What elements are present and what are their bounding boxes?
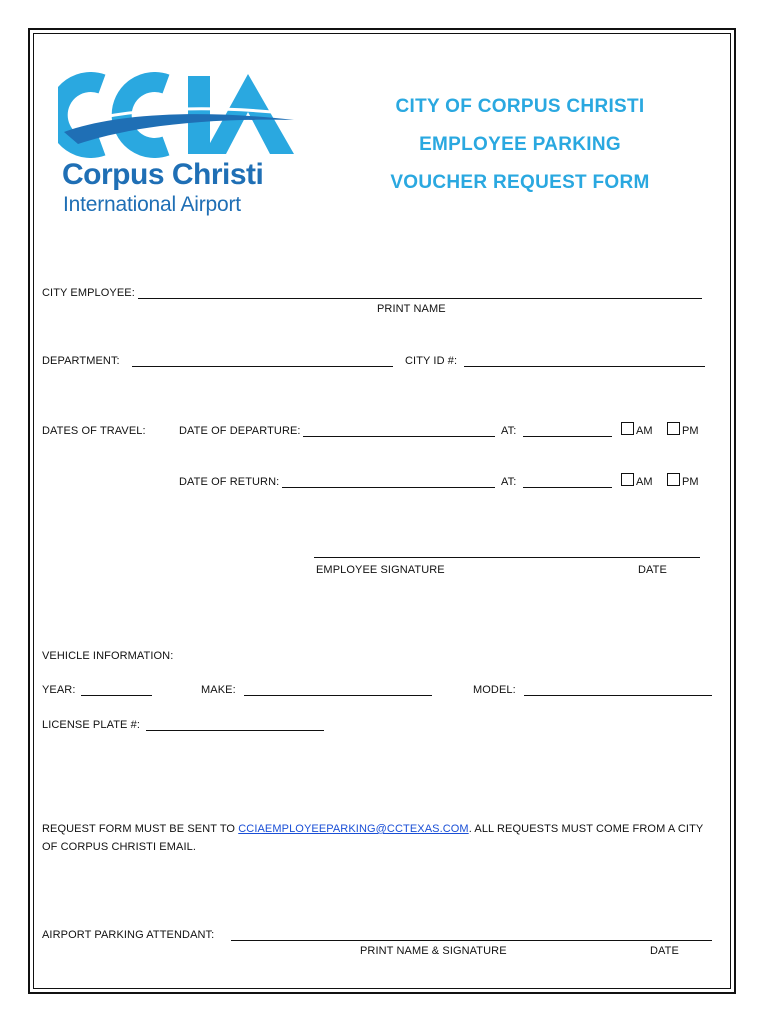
department-label: DEPARTMENT: bbox=[42, 355, 120, 367]
city-id-label: CITY ID #: bbox=[405, 355, 458, 367]
vehicle-information-label: VEHICLE INFORMATION: bbox=[42, 650, 174, 662]
model-field[interactable] bbox=[524, 695, 712, 696]
employee-signature-caption: EMPLOYEE SIGNATURE bbox=[316, 564, 445, 576]
title-line2: EMPLOYEE PARKING bbox=[419, 134, 621, 155]
airport-parking-attendant-label: AIRPORT PARKING ATTENDANT: bbox=[42, 929, 215, 941]
title-line1: CITY OF CORPUS CHRISTI bbox=[395, 96, 645, 117]
departure-time-field[interactable] bbox=[523, 436, 612, 437]
return-pm-checkbox[interactable] bbox=[667, 473, 680, 486]
print-name-caption: PRINT NAME bbox=[377, 303, 446, 315]
employee-signature-field[interactable] bbox=[314, 557, 700, 558]
departure-am-checkbox[interactable] bbox=[621, 422, 634, 435]
print-name-signature-caption: PRINT NAME & SIGNATURE bbox=[360, 945, 507, 957]
logo-line2: International Airport bbox=[63, 193, 241, 216]
city-employee-field[interactable] bbox=[138, 298, 702, 299]
dates-of-travel-label: DATES OF TRAVEL: bbox=[42, 425, 146, 437]
make-field[interactable] bbox=[244, 695, 432, 696]
department-field[interactable] bbox=[132, 366, 393, 367]
title-line3: VOUCHER REQUEST FORM bbox=[390, 172, 650, 193]
date-of-return-label: DATE OF RETURN: bbox=[179, 476, 280, 488]
attendant-date-caption: DATE bbox=[650, 945, 679, 957]
attendant-signature-field[interactable] bbox=[231, 940, 712, 941]
employee-date-caption: DATE bbox=[638, 564, 667, 576]
license-plate-field[interactable] bbox=[146, 730, 324, 731]
notice-line1 bbox=[42, 823, 703, 835]
license-plate-label: LICENSE PLATE #: bbox=[42, 719, 140, 731]
return-pm-label: PM bbox=[682, 476, 699, 488]
date-of-return-field[interactable] bbox=[282, 487, 495, 488]
departure-pm-label: PM bbox=[682, 425, 699, 437]
city-id-field[interactable] bbox=[464, 366, 705, 367]
departure-am-label: AM bbox=[636, 425, 653, 437]
model-label: MODEL: bbox=[473, 684, 516, 696]
ccia-wordmark-graphic bbox=[58, 72, 298, 158]
notice-email-link[interactable]: CCIAEMPLOYEEPARKING@CCTEXAS.COM bbox=[238, 823, 469, 835]
logo-line1: Corpus Christi bbox=[62, 158, 264, 191]
year-label: YEAR: bbox=[42, 684, 76, 696]
date-of-departure-label: DATE OF DEPARTURE: bbox=[179, 425, 301, 437]
year-field[interactable] bbox=[81, 695, 152, 696]
return-time-field[interactable] bbox=[523, 487, 612, 488]
city-employee-label: CITY EMPLOYEE: bbox=[42, 287, 135, 299]
make-label: MAKE: bbox=[201, 684, 236, 696]
notice-line2: OF CORPUS CHRISTI EMAIL. bbox=[42, 841, 196, 853]
notice-suffix: . ALL REQUESTS MUST COME FROM A CITY bbox=[468, 823, 704, 835]
notice-prefix: REQUEST FORM MUST BE SENT TO bbox=[42, 823, 239, 835]
return-at-label: AT: bbox=[501, 476, 517, 488]
date-of-departure-field[interactable] bbox=[303, 436, 495, 437]
return-am-label: AM bbox=[636, 476, 653, 488]
departure-at-label: AT: bbox=[501, 425, 517, 437]
return-am-checkbox[interactable] bbox=[621, 473, 634, 486]
departure-pm-checkbox[interactable] bbox=[667, 422, 680, 435]
